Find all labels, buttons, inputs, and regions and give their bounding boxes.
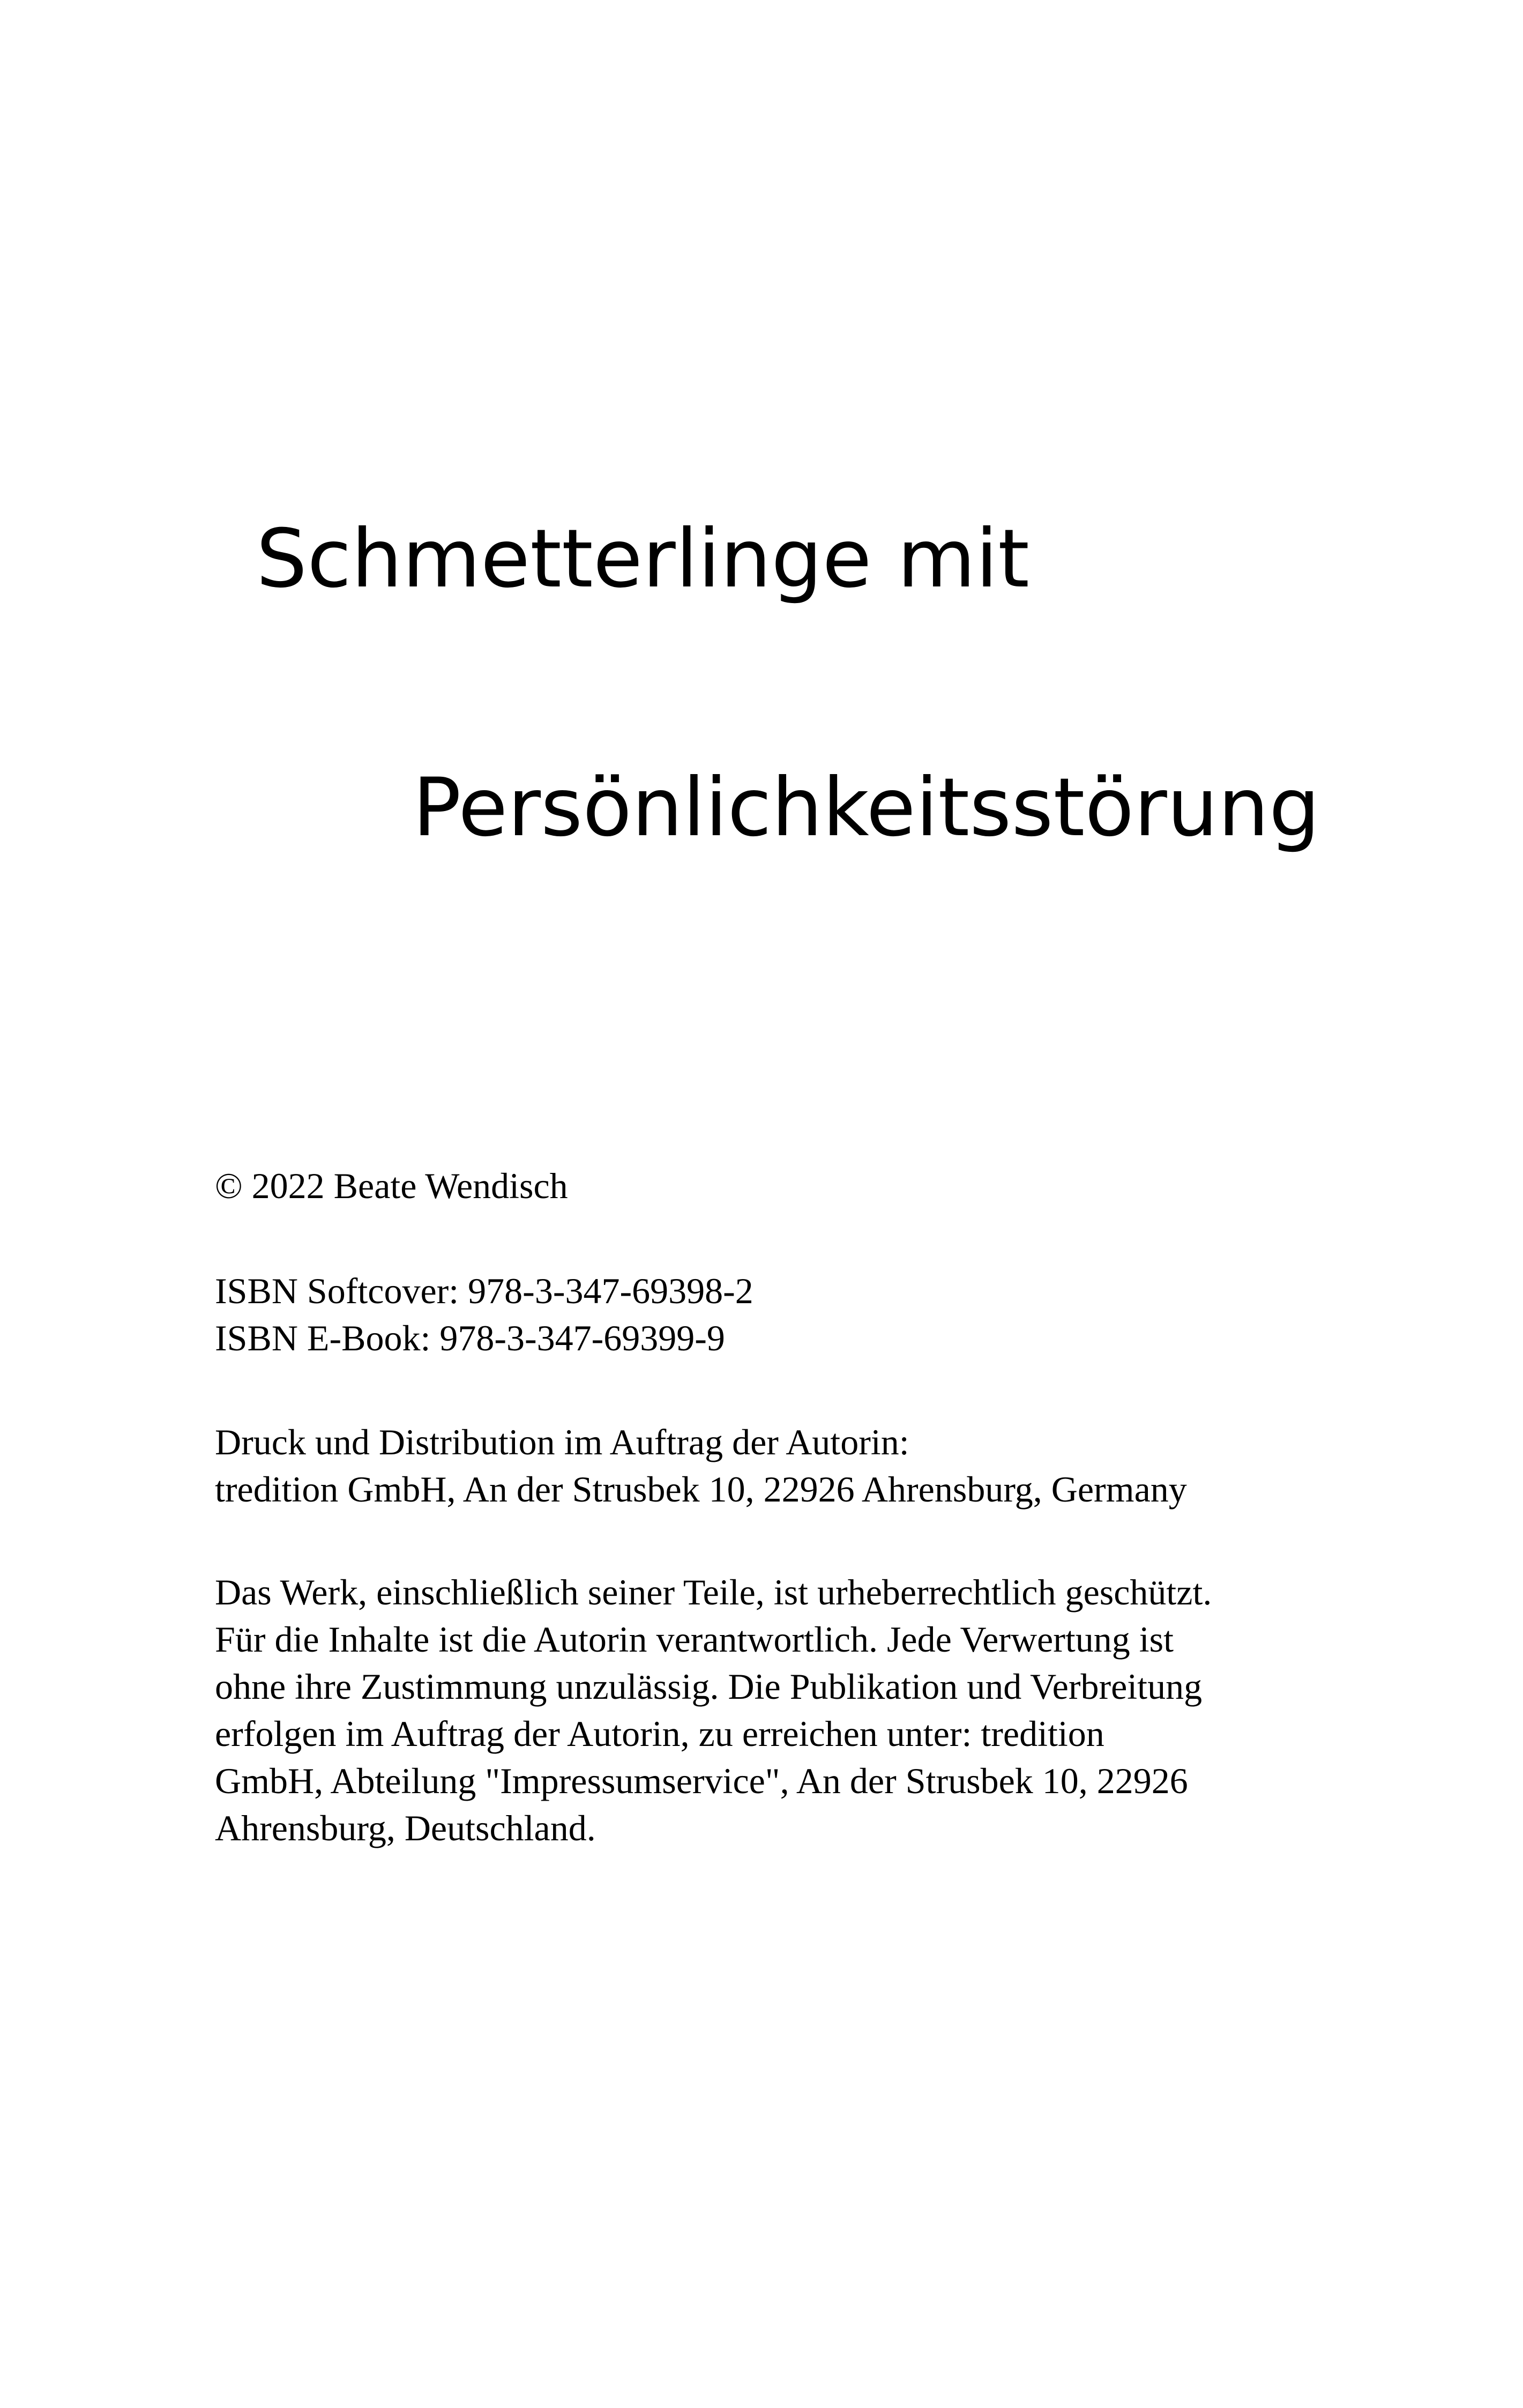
legal-notice-line: erfolgen im Auftrag der Autorin, zu erreichen unter: tredition (215, 1713, 1104, 1754)
legal-notice-line: GmbH, Abteilung "Impressumservice", An der Strusbek 10, 22926 (215, 1760, 1188, 1801)
legal-notice-line: ohne ihre Zustimmung unzulässig. Die Publikation und Verbreitung (215, 1666, 1203, 1707)
distribution-block (215, 1418, 1362, 1513)
book-title-line-2: Persönlichkeitsstörung (413, 761, 1320, 854)
legal-notice-block (215, 1569, 1362, 1852)
publisher-address: tredition GmbH, An der Strusbek 10, 22926 Ahrensburg, Germany (215, 1469, 1187, 1510)
copyright-notice: © 2022 Beate Wendisch (215, 1165, 568, 1206)
copyright-block (215, 1162, 1362, 1209)
legal-notice-line: Das Werk, einschließlich seiner Teile, ist urheberrechtlich geschützt. (215, 1572, 1212, 1612)
book-title-line-1: Schmetterlinge mit (256, 512, 1029, 606)
legal-notice-line: Für die Inhalte ist die Autorin verantwortlich. Jede Verwertung ist (215, 1619, 1174, 1660)
isbn-softcover: ISBN Softcover: 978-3-347-69398-2 (215, 1270, 753, 1311)
isbn-ebook: ISBN E-Book: 978-3-347-69399-9 (215, 1318, 725, 1358)
isbn-block (215, 1267, 1362, 1362)
distribution-line: Druck und Distribution im Auftrag der Autorin: (215, 1422, 909, 1462)
legal-notice-line: Ahrensburg, Deutschland. (215, 1808, 596, 1848)
